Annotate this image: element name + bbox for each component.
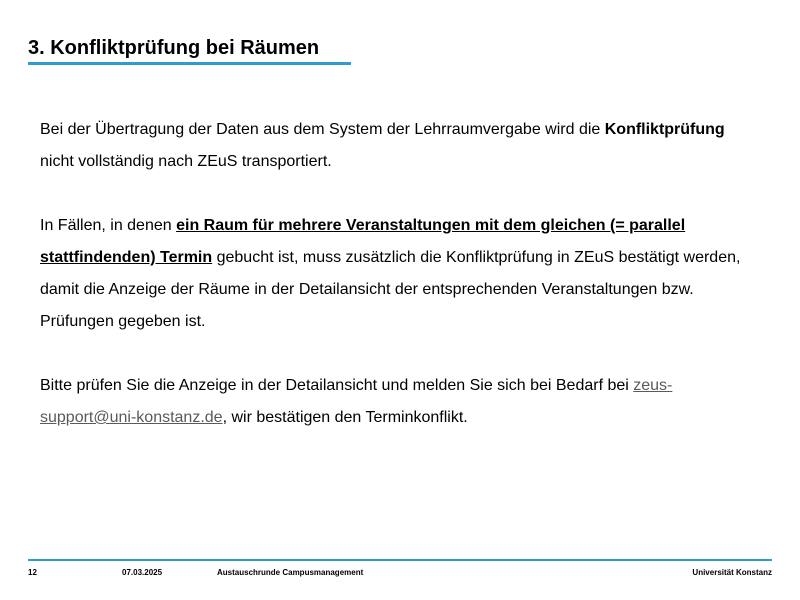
paragraph-data-transfer [40,114,760,178]
paragraph-2-tail: gebucht ist, muss zusätzlich die Konfliktprüfung in ZEuS bestätigt werden, damit die Anzeige der Räume in der Detailansicht der entsprechenden Veranstaltungen bzw. Prüfungen gegeben ist. [40,249,741,330]
paragraph-conflict-check [40,210,760,338]
slide-title: 3. Konfliktprüfung bei Räumen [28,37,320,59]
support-email-link[interactable]: zeus-support@uni-konstanz.de [40,377,673,426]
footer-divider [28,559,772,561]
slide-body [40,114,760,434]
paragraph-spacer [40,338,760,370]
paragraph-1-lead: Bei der Übertragung der Daten aus dem System der Lehrraumvergabe wird die [40,121,605,138]
footer-date: 07.03.2025 [122,568,163,577]
paragraph-support-contact [40,370,760,434]
footer-page-number: 12 [28,568,37,577]
paragraph-1-tail: nicht vollständig nach ZEuS transportiert. [40,153,332,170]
paragraph-3-tail: , wir bestätigen den Terminkonflikt. [222,409,468,426]
paragraph-2-lead: In Fällen, in denen [40,217,177,234]
title-underline [28,62,351,65]
footer-event-name: Austauschrunde Campusmanagement [217,568,364,577]
paragraph-1-bold-term: Konfliktprüfung [604,121,725,138]
paragraph-spacer [40,178,760,210]
paragraph-2-emphasis: ein Raum für mehrere Veranstaltungen mit dem gleichen (= parallel stattfindenden) Termin [40,217,686,266]
footer-organization: Universität Konstanz [692,568,772,577]
paragraph-3-lead: Bitte prüfen Sie die Anzeige in der Detailansicht und melden Sie sich bei Bedarf bei [40,377,634,394]
